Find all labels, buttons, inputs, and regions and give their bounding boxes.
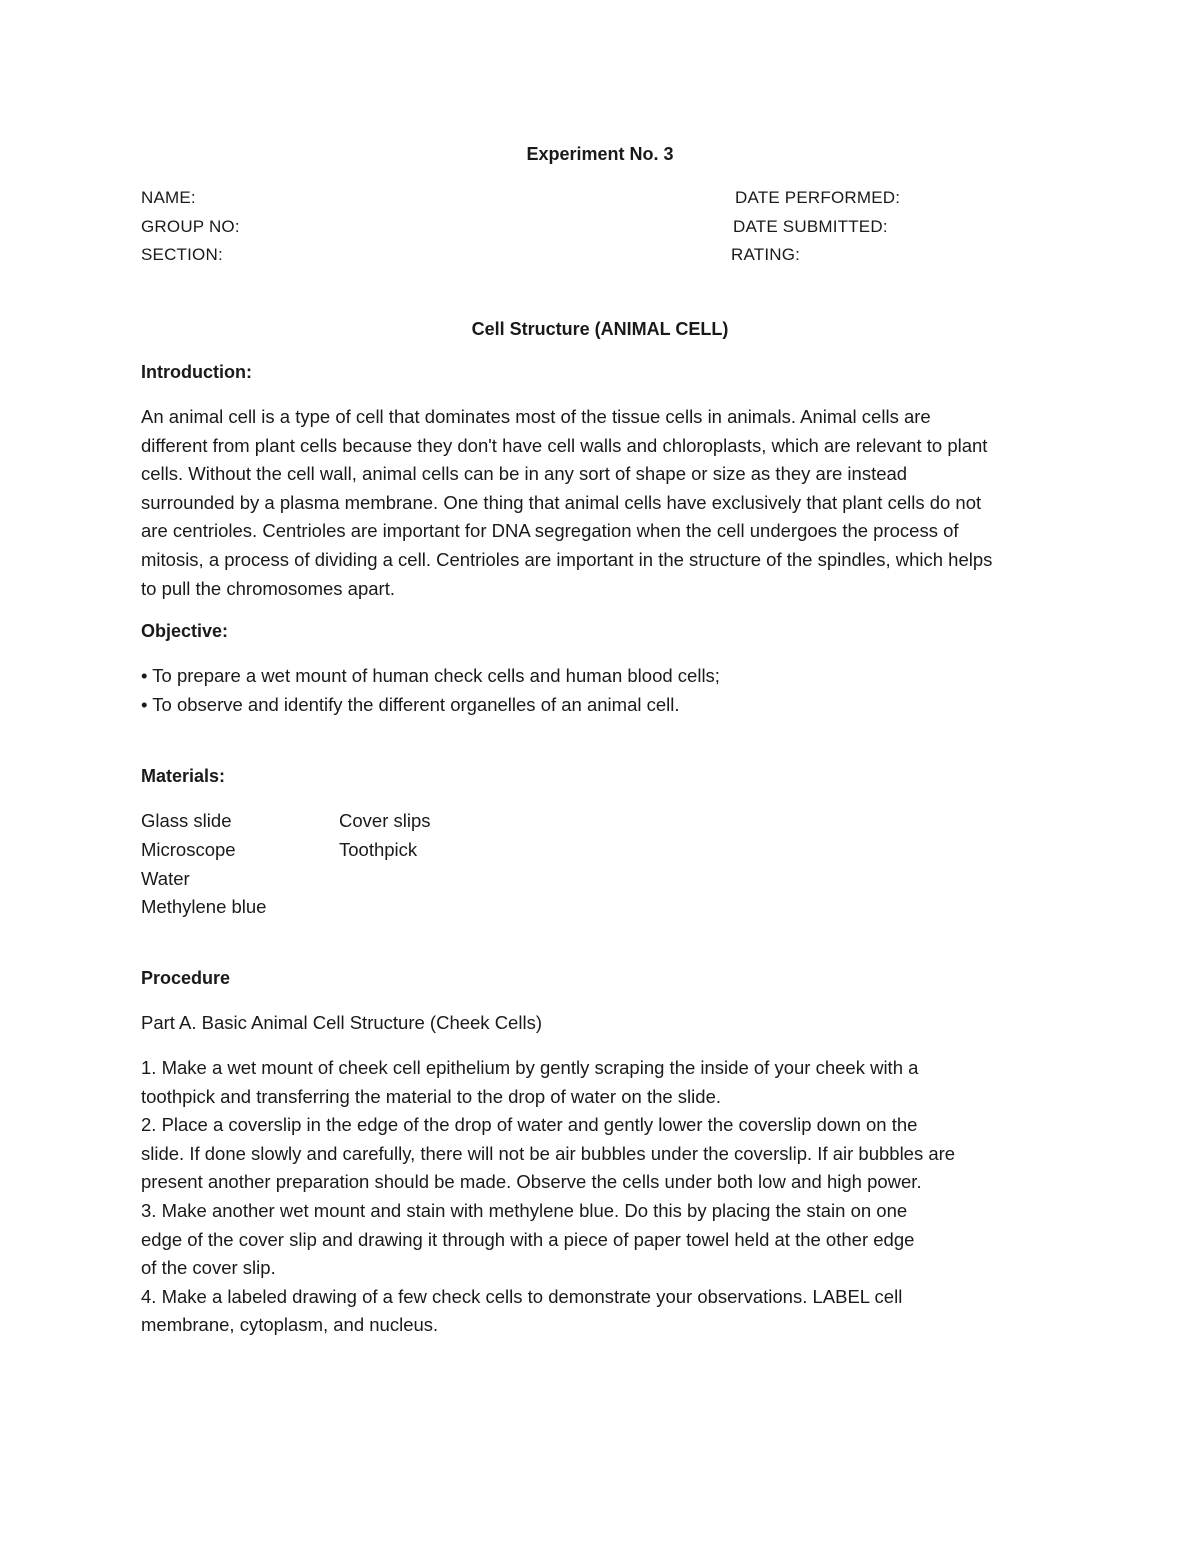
materials-heading: Materials: xyxy=(141,766,226,786)
material-item: Microscope xyxy=(141,839,236,860)
procedure-line: slide. If done slowly and carefully, there will not be air bubbles under the coverslip. If air bubbles are xyxy=(141,1142,956,1164)
objective-item: • To observe and identify the different organelles of an animal cell. xyxy=(141,694,680,715)
date-submitted-field-label: DATE SUBMITTED: xyxy=(733,217,888,236)
group-no-field-label: GROUP NO: xyxy=(141,217,240,236)
name-field-label: NAME: xyxy=(141,188,196,207)
procedure-line: edge of the cover slip and drawing it through with a piece of paper towel held at the other edge xyxy=(141,1228,915,1250)
material-item: Glass slide xyxy=(141,810,232,831)
procedure-part-a-heading: Part A. Basic Animal Cell Structure (Cheek Cells) xyxy=(141,1012,542,1033)
introduction-line: to pull the chromosomes apart. xyxy=(141,577,395,599)
procedure-line: 2. Place a coverslip in the edge of the drop of water and gently lower the coverslip down on the xyxy=(141,1114,918,1136)
procedure-steps xyxy=(141,1054,955,1340)
procedure-line: 1. Make a wet mount of cheek cell epithelium by gently scraping the inside of your cheek with a xyxy=(141,1057,919,1078)
procedure-line: membrane, cytoplasm, and nucleus. xyxy=(141,1314,439,1336)
objective-heading: Objective: xyxy=(141,621,229,641)
introduction-line: cells. Without the cell wall, animal cells can be in any sort of shape or size as they are instead xyxy=(141,463,908,485)
document-subtitle: Cell Structure (ANIMAL CELL) xyxy=(471,319,729,339)
procedure-line: present another preparation should be made. Observe the cells under both low and high power. xyxy=(141,1171,922,1193)
material-item: Toothpick xyxy=(339,839,418,860)
introduction-paragraph xyxy=(141,403,992,603)
procedure-line: of the cover slip. xyxy=(141,1257,276,1279)
introduction-line: are centrioles. Centrioles are important for DNA segregation when the cell undergoes the process of xyxy=(141,520,959,542)
introduction-line: different from plant cells because they don't have cell walls and chloroplasts, which are relevant to plant xyxy=(141,434,988,456)
date-performed-field-label: DATE PERFORMED: xyxy=(735,188,901,207)
material-item: Methylene blue xyxy=(141,896,267,917)
rating-field-label: RATING: xyxy=(731,245,801,264)
material-item: Water xyxy=(141,868,190,889)
objective-item: • To prepare a wet mount of human check cells and human blood cells; xyxy=(141,665,720,686)
procedure-line: 3. Make another wet mount and stain with methylene blue. Do this by placing the stain on one xyxy=(141,1199,908,1221)
document-title: Experiment No. 3 xyxy=(526,144,674,164)
material-item: Cover slips xyxy=(339,810,431,831)
procedure-line: 4. Make a labeled drawing of a few check cells to demonstrate your observations. LABEL cell xyxy=(141,1285,903,1307)
procedure-line: toothpick and transferring the material to the drop of water on the slide. xyxy=(141,1085,721,1107)
introduction-line: surrounded by a plasma membrane. One thing that animal cells have exclusively that plant cells do not xyxy=(141,491,982,513)
introduction-heading: Introduction: xyxy=(141,362,252,382)
introduction-line: An animal cell is a type of cell that dominates most of the tissue cells in animals. Animal cells are xyxy=(141,406,931,427)
introduction-line: mitosis, a process of dividing a cell. Centrioles are important in the structure of the spindles, which helps xyxy=(141,548,993,570)
procedure-heading: Procedure xyxy=(141,968,231,988)
section-field-label: SECTION: xyxy=(141,245,223,264)
